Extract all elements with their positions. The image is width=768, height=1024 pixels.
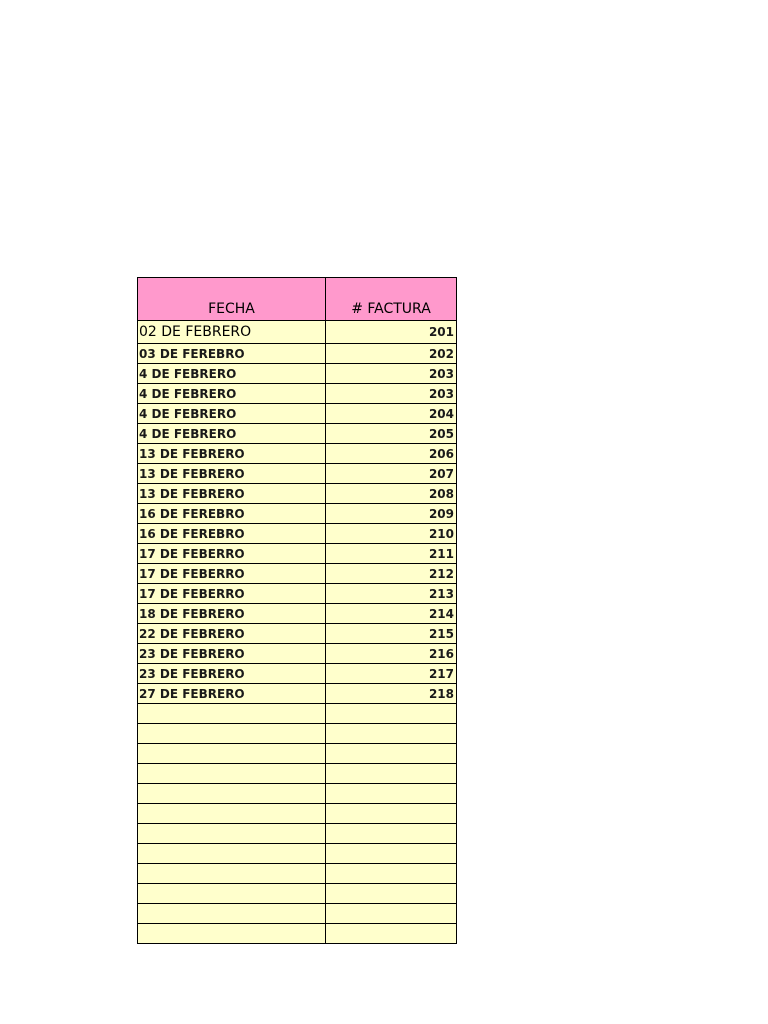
fecha-cell[interactable]: [138, 744, 326, 764]
factura-cell[interactable]: 216: [326, 644, 457, 664]
fecha-cell[interactable]: 03 DE FEREBRO: [138, 344, 326, 364]
table-row: [138, 864, 457, 884]
fecha-cell[interactable]: 4 DE FEBRERO: [138, 424, 326, 444]
fecha-cell[interactable]: 17 DE FEBERRO: [138, 564, 326, 584]
factura-cell[interactable]: [326, 864, 457, 884]
factura-cell[interactable]: 215: [326, 624, 457, 644]
table-row: [138, 504, 457, 524]
factura-cell[interactable]: 209: [326, 504, 457, 524]
factura-cell[interactable]: [326, 824, 457, 844]
factura-cell[interactable]: 212: [326, 564, 457, 584]
fecha-cell[interactable]: 13 DE FEBRERO: [138, 444, 326, 464]
factura-cell[interactable]: [326, 904, 457, 924]
table-row: [138, 321, 457, 344]
factura-cell[interactable]: 217: [326, 664, 457, 684]
factura-cell[interactable]: [326, 784, 457, 804]
fecha-cell[interactable]: 16 DE FEREBRO: [138, 504, 326, 524]
table-row: [138, 764, 457, 784]
factura-cell[interactable]: [326, 764, 457, 784]
table-row: [138, 904, 457, 924]
fecha-cell[interactable]: [138, 804, 326, 824]
factura-cell[interactable]: [326, 884, 457, 904]
table-row: [138, 844, 457, 864]
fecha-cell[interactable]: 17 DE FEBERRO: [138, 584, 326, 604]
fecha-cell[interactable]: 4 DE FEBRERO: [138, 384, 326, 404]
table-row: [138, 484, 457, 504]
fecha-cell[interactable]: 4 DE FEBRERO: [138, 404, 326, 424]
factura-cell[interactable]: 205: [326, 424, 457, 444]
header-row: [138, 278, 457, 321]
fecha-cell[interactable]: 13 DE FEBRERO: [138, 464, 326, 484]
factura-cell[interactable]: [326, 724, 457, 744]
table-row: [138, 664, 457, 684]
factura-cell[interactable]: [326, 924, 457, 944]
factura-cell[interactable]: 213: [326, 584, 457, 604]
table-row: [138, 704, 457, 724]
fecha-cell[interactable]: 22 DE FEBRERO: [138, 624, 326, 644]
fecha-cell[interactable]: [138, 844, 326, 864]
factura-cell[interactable]: 218: [326, 684, 457, 704]
fecha-cell[interactable]: [138, 764, 326, 784]
table-row: [138, 684, 457, 704]
table-row: [138, 464, 457, 484]
header-factura[interactable]: # FACTURA: [326, 278, 457, 321]
fecha-cell[interactable]: 02 DE FEBRERO: [138, 321, 326, 344]
table-row: [138, 724, 457, 744]
fecha-cell[interactable]: 13 DE FEBRERO: [138, 484, 326, 504]
factura-cell[interactable]: [326, 744, 457, 764]
fecha-cell[interactable]: [138, 864, 326, 884]
table-row: [138, 784, 457, 804]
factura-cell[interactable]: [326, 844, 457, 864]
fecha-cell[interactable]: 4 DE FEBRERO: [138, 364, 326, 384]
header-fecha[interactable]: FECHA: [138, 278, 326, 321]
table-row: [138, 884, 457, 904]
table-row: [138, 624, 457, 644]
invoice-table: [137, 277, 457, 944]
table-row: [138, 364, 457, 384]
factura-cell[interactable]: 210: [326, 524, 457, 544]
factura-cell[interactable]: [326, 704, 457, 724]
fecha-cell[interactable]: 23 DE FEBRERO: [138, 644, 326, 664]
table-row: [138, 344, 457, 364]
table-row: [138, 524, 457, 544]
table-row: [138, 824, 457, 844]
factura-cell[interactable]: 214: [326, 604, 457, 624]
table-row: [138, 644, 457, 664]
fecha-cell[interactable]: 23 DE FEBRERO: [138, 664, 326, 684]
fecha-cell[interactable]: [138, 784, 326, 804]
table-row: [138, 564, 457, 584]
table-row: [138, 804, 457, 824]
factura-cell[interactable]: 206: [326, 444, 457, 464]
factura-cell[interactable]: [326, 804, 457, 824]
table-row: [138, 404, 457, 424]
table-row: [138, 924, 457, 944]
fecha-cell[interactable]: [138, 924, 326, 944]
table-row: [138, 424, 457, 444]
fecha-cell[interactable]: 27 DE FEBRERO: [138, 684, 326, 704]
fecha-cell[interactable]: [138, 824, 326, 844]
fecha-cell[interactable]: [138, 904, 326, 924]
table-body: [138, 321, 457, 944]
factura-cell[interactable]: 208: [326, 484, 457, 504]
fecha-cell[interactable]: [138, 704, 326, 724]
factura-cell[interactable]: 203: [326, 384, 457, 404]
factura-cell[interactable]: 201: [326, 321, 457, 344]
table-row: [138, 584, 457, 604]
fecha-cell[interactable]: 16 DE FEREBRO: [138, 524, 326, 544]
table-row: [138, 444, 457, 464]
table-row: [138, 604, 457, 624]
factura-cell[interactable]: 211: [326, 544, 457, 564]
factura-cell[interactable]: 207: [326, 464, 457, 484]
factura-cell[interactable]: 202: [326, 344, 457, 364]
table-row: [138, 384, 457, 404]
table-row: [138, 544, 457, 564]
fecha-cell[interactable]: [138, 724, 326, 744]
factura-cell[interactable]: 204: [326, 404, 457, 424]
factura-cell[interactable]: 203: [326, 364, 457, 384]
table-row: [138, 744, 457, 764]
fecha-cell[interactable]: [138, 884, 326, 904]
fecha-cell[interactable]: 18 DE FEBRERO: [138, 604, 326, 624]
fecha-cell[interactable]: 17 DE FEBERRO: [138, 544, 326, 564]
